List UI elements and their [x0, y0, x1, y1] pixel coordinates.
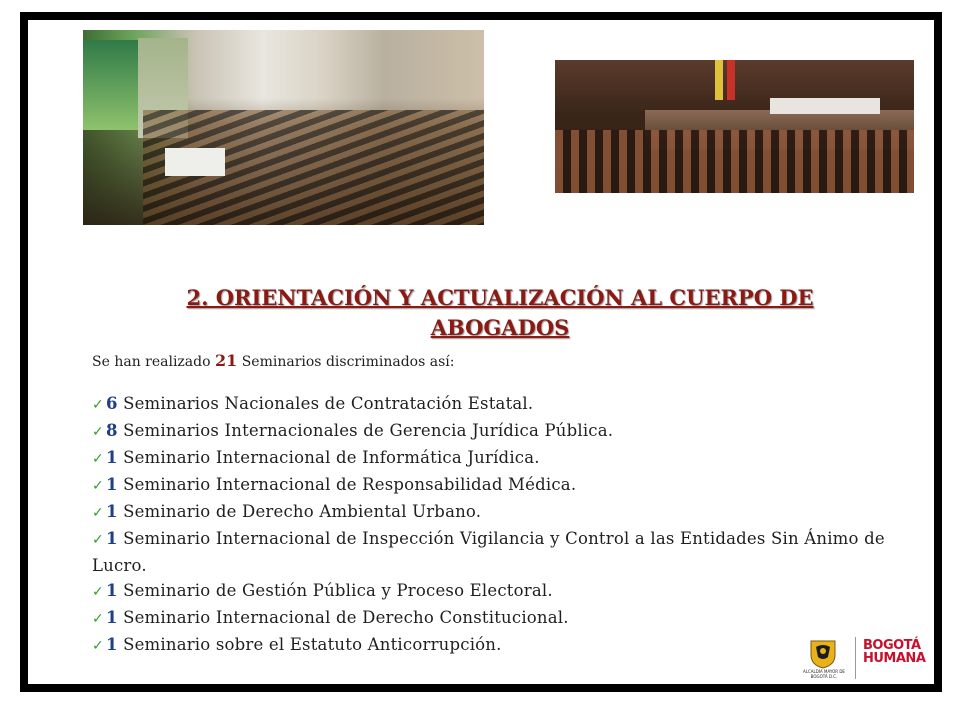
- check-icon: ✓: [92, 584, 104, 600]
- seminar-text: Seminarios Internacionales de Gerencia Jurídica Pública.: [117, 421, 614, 440]
- list-item: [92, 472, 912, 499]
- intro-count: 21: [215, 351, 238, 370]
- check-icon: ✓: [92, 478, 104, 494]
- seminar-text: Seminario sobre el Estatuto Anticorrupción.: [117, 635, 502, 654]
- bogota-crest-icon: [807, 639, 839, 669]
- check-icon: ✓: [92, 424, 104, 440]
- title-line-2: ABOGADOS: [430, 315, 570, 340]
- seminar-qty: 1: [105, 635, 118, 654]
- list-item: [92, 578, 912, 605]
- seminar-qty: 1: [105, 448, 118, 467]
- list-item: [92, 632, 912, 659]
- crest-text: ALCALDÍA MAYOR DE BOGOTÁ D.C.: [803, 669, 845, 679]
- list-item: [92, 499, 912, 526]
- check-icon: ✓: [92, 397, 104, 413]
- seminar-qty: 6: [105, 394, 118, 413]
- list-item: [92, 445, 912, 472]
- seminar-list: [92, 391, 912, 659]
- seminar-text: Seminario Internacional de Informática Jurídica.: [117, 448, 540, 467]
- seminar-qty: 1: [105, 608, 118, 627]
- footer-logos: [803, 635, 927, 683]
- check-icon: ✓: [92, 611, 104, 627]
- brand-line-1: BOGOTÁ: [863, 638, 921, 653]
- seminar-qty: 1: [105, 581, 118, 600]
- bogota-humana-logo: [863, 639, 925, 665]
- seminar-text: Seminarios Nacionales de Contratación Estatal.: [117, 394, 534, 413]
- check-icon: ✓: [92, 505, 104, 521]
- seminar-text: Seminario Internacional de Derecho Constitucional.: [117, 608, 569, 627]
- seminar-text: Seminario de Derecho Ambiental Urbano.: [117, 502, 482, 521]
- check-icon: ✓: [92, 451, 104, 467]
- check-icon: ✓: [92, 532, 104, 548]
- title-line-1: 2. ORIENTACIÓN Y ACTUALIZACIÓN AL CUERPO DE: [186, 285, 814, 310]
- slide-title: [90, 283, 910, 343]
- seminar-text: Seminario de Gestión Pública y Proceso Electoral.: [117, 581, 553, 600]
- list-item: [92, 605, 912, 632]
- seminar-text: Seminario Internacional de Responsabilidad Médica.: [117, 475, 577, 494]
- seminar-qty: 8: [105, 421, 118, 440]
- intro-text: [92, 351, 454, 370]
- list-item: [92, 526, 912, 578]
- check-icon: ✓: [92, 638, 104, 654]
- seminar-qty: 1: [105, 475, 118, 494]
- brand-line-2: HUMANA: [863, 651, 926, 666]
- seminar-text: Seminario Internacional de Inspección Vigilancia y Control a las Entidades Sin Ánimo de Lucro.: [92, 529, 885, 575]
- auditorium-photo-left: [83, 30, 484, 225]
- seminar-qty: 1: [105, 502, 118, 521]
- list-item: [92, 391, 912, 418]
- intro-before: Se han realizado: [92, 354, 215, 370]
- logo-divider: [855, 637, 856, 679]
- list-item: [92, 418, 912, 445]
- seminar-qty: 1: [105, 529, 118, 548]
- intro-after: Seminarios discriminados así:: [237, 354, 455, 370]
- conference-photo-right: [555, 60, 914, 193]
